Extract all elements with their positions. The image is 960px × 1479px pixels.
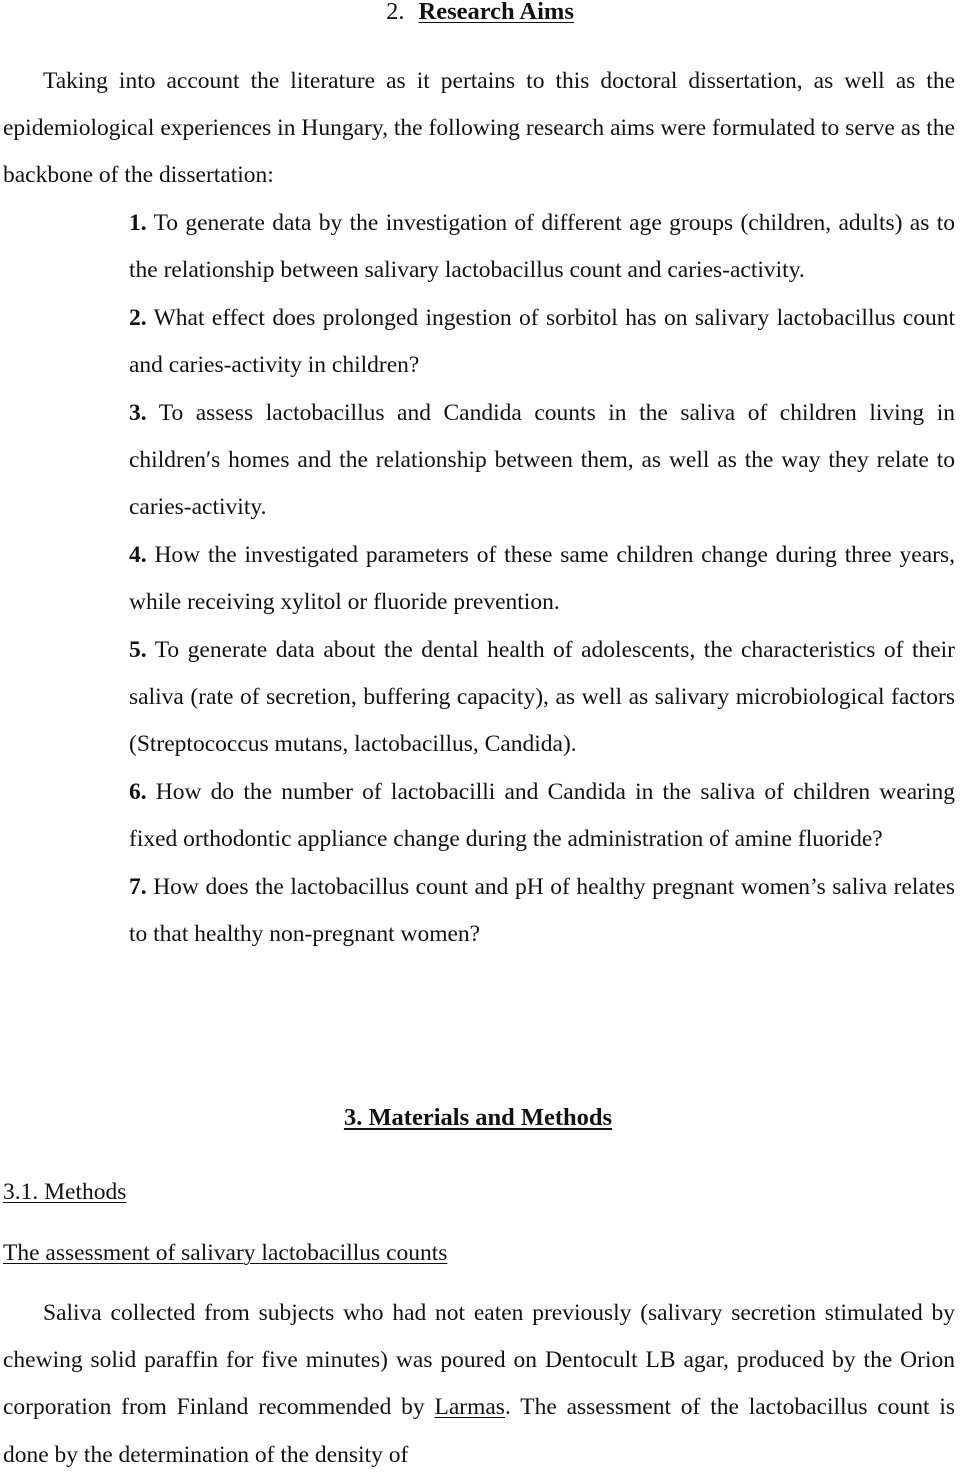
aim-text: How does the lactobacillus count and pH of healthy pregnant women’s saliva relates to that healthy non-pregnant women? [129,873,955,948]
section-title: Research Aims [418,0,574,25]
aim-number: 7. [129,873,147,900]
aim-text: To assess lactobacillus and Candida counts in the saliva of children living in children′s homes and the relationship between them, as well as the way they relate to caries-activity. [129,399,955,521]
subheading-lactobacillus-assessment: The assessment of salivary lactobacillus counts [3,1240,448,1266]
section-heading-research-aims [0,0,960,32]
research-aim-item [129,864,955,959]
methods-text: Saliva collected from subjects who had not eaten previously (salivary secretion stimulated by chewing solid paraffin for five minutes) was poured on Dentocult LB agar, produced by the Orion corporation from Finland recommended by [3,1300,955,1421]
intro-paragraph: Taking into account the literature as it pertains to this doctoral dissertation, as well as the epidemiological experiences in Hungary, the following research aims were formulated to serve as the backbone of the dissertation: [3,68,955,189]
section-heading-materials-methods [0,1098,956,1138]
aim-text: What effect does prolonged ingestion of sorbitol has on salivary lactobacillus count and caries-activity in children? [129,304,955,379]
research-aims-list [129,200,955,959]
research-aim-item [129,769,955,864]
research-aim-item [129,627,955,769]
research-aim-item [129,200,955,295]
aim-number: 5. [129,636,147,663]
aim-number: 2. [129,304,147,331]
section-title: 3. Materials and Methods [343,1104,613,1131]
research-aim-item [129,390,955,532]
aim-number: 3. [129,399,147,426]
methods-paragraph [3,1290,955,1479]
research-aim-item [129,295,955,390]
aim-number: 6. [129,778,147,805]
subsection-heading: 3.1. Methods [3,1179,127,1205]
aim-text: How the investigated parameters of these same children change during three years, while receiving xylitol or fluoride prevention. [129,541,955,616]
section-number: 2. [386,0,405,25]
aim-number: 4. [129,541,147,568]
aim-text: To generate data by the investigation of different age groups (children, adults) as to the relationship between salivary lactobacillus count and caries-activity. [129,210,956,284]
research-aim-item [129,532,955,627]
larmas-reference-link[interactable]: Larmas [434,1394,505,1421]
aim-text: How do the number of lactobacilli and Candida in the saliva of children wearing fixed orthodontic appliance change during the administration of amine fluoride? [129,778,955,853]
aim-number: 1. [129,210,147,236]
aim-text: To generate data about the dental health of adolescents, the characteristics of their saliva (rate of secretion, buffering capacity), as well as salivary microbiological factors (Streptococcus mutans, lactobacillus, Candida). [129,636,956,758]
methods-text-continued: . The assessment of the lactobacillus count is done by the determination of the density of [3,1394,955,1468]
